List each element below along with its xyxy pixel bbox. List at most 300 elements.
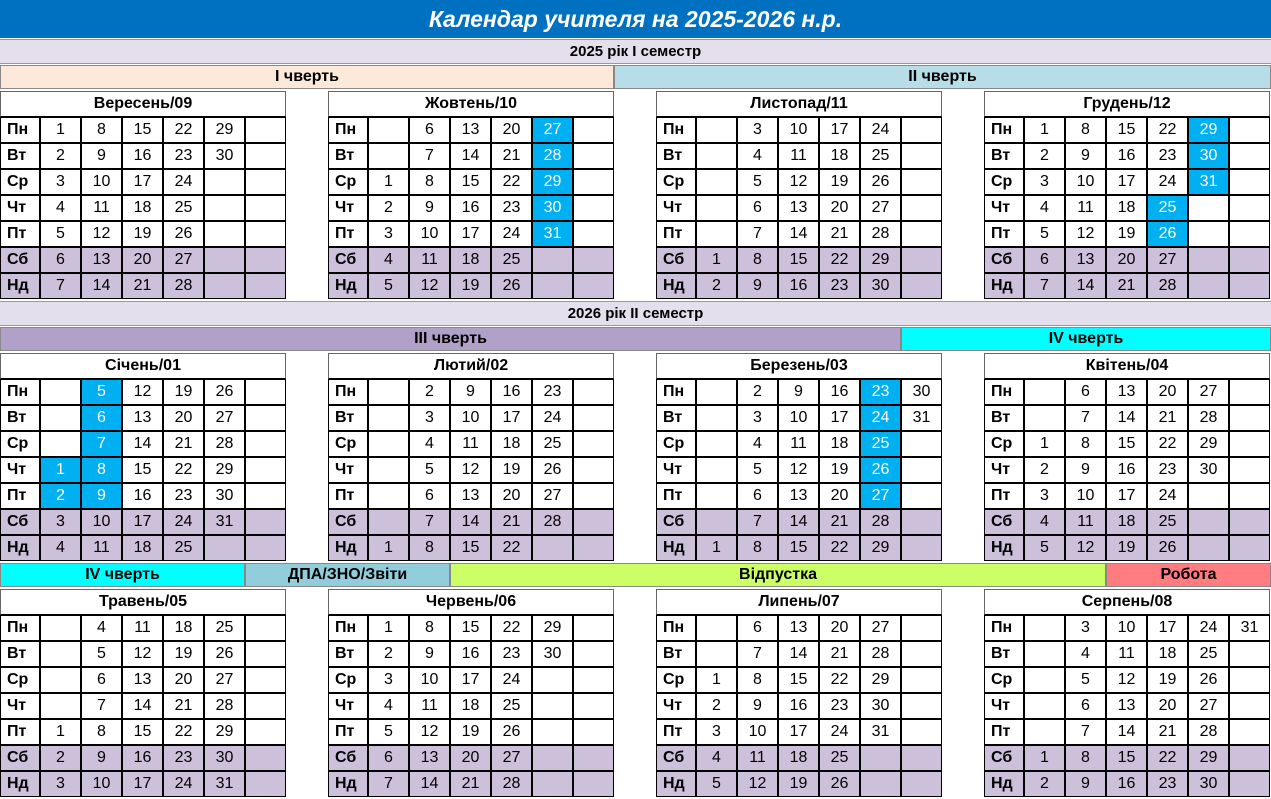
weekday-label: Чт [656,457,696,483]
weekday-label: Нд [328,273,368,299]
day-cell: 6 [737,483,778,509]
day-cell: 19 [1106,221,1147,247]
day-cell: 13 [1106,693,1147,719]
month-title: Травень/05 [0,589,286,615]
weekday-label: Сб [984,745,1024,771]
day-cell [1229,169,1270,195]
day-cell [696,641,737,667]
day-cell: 29 [860,247,901,273]
day-cell: 26 [1147,535,1188,561]
day-cell: 9 [409,641,450,667]
weekday-label: Вт [0,143,40,169]
day-cell: 17 [450,667,491,693]
day-cell [368,431,409,457]
day-cell: 12 [778,169,819,195]
day-cell: 7 [737,641,778,667]
day-cell [901,745,942,771]
day-cell [204,273,245,299]
day-cell: 9 [81,143,122,169]
day-cell: 16 [450,195,491,221]
day-cell: 18 [819,143,860,169]
day-cell [901,195,942,221]
day-cell: 15 [1106,117,1147,143]
day-cell [573,641,614,667]
day-cell: 3 [1024,169,1065,195]
weekday-label: Пн [0,117,40,143]
day-cell [1229,667,1270,693]
day-cell: 30 [1188,771,1229,797]
day-cell: 20 [1147,379,1188,405]
day-cell: 18 [1106,195,1147,221]
day-cell: 18 [450,693,491,719]
day-cell: 13 [778,483,819,509]
day-cell: 5 [40,221,81,247]
day-cell [696,615,737,641]
day-cell: 13 [81,247,122,273]
day-cell [1024,693,1065,719]
day-cell: 29 [204,457,245,483]
dpa-band: ДПА/ЗНО/Звіти [245,563,450,587]
weekday-label: Пн [0,379,40,405]
day-cell: 24 [163,169,204,195]
semester-1-header: 2025 рік І семестр [0,39,1271,64]
weekday-label: Чт [0,457,40,483]
day-cell: 17 [819,405,860,431]
day-cell: 28 [1188,405,1229,431]
weekday-label: Вт [328,143,368,169]
day-cell [204,247,245,273]
day-cell: 12 [1106,667,1147,693]
day-cell [1024,667,1065,693]
day-cell [245,405,286,431]
day-cell [573,221,614,247]
day-cell: 4 [368,693,409,719]
day-cell: 13 [1106,379,1147,405]
day-cell: 21 [1147,405,1188,431]
day-cell: 19 [819,169,860,195]
day-cell: 10 [1106,615,1147,641]
day-cell: 5 [368,719,409,745]
day-cell: 26 [819,771,860,797]
weekday-label: Ср [984,667,1024,693]
quarter-1-band: І чверть [0,65,614,89]
day-cell: 13 [778,615,819,641]
day-cell: 11 [778,143,819,169]
day-cell [245,641,286,667]
day-cell: 16 [1106,143,1147,169]
day-cell: 30 [901,379,942,405]
day-cell: 6 [737,615,778,641]
day-cell: 29 [860,667,901,693]
day-cell: 15 [450,169,491,195]
weekday-label: Пн [984,379,1024,405]
day-cell: 13 [450,483,491,509]
day-cell [204,169,245,195]
day-cell: 15 [1106,431,1147,457]
day-cell: 9 [737,693,778,719]
weekday-label: Чт [328,457,368,483]
day-cell: 17 [1147,615,1188,641]
weekday-label: Ср [328,169,368,195]
day-cell: 11 [450,431,491,457]
day-cell: 8 [1065,431,1106,457]
day-cell: 6 [737,195,778,221]
day-cell: 20 [122,247,163,273]
day-cell: 18 [1147,641,1188,667]
day-cell: 4 [1024,509,1065,535]
day-cell [245,693,286,719]
weekday-label: Ср [656,169,696,195]
day-cell: 22 [819,247,860,273]
day-cell: 18 [450,247,491,273]
day-cell: 13 [450,117,491,143]
day-cell [245,221,286,247]
day-cell: 27 [204,667,245,693]
day-cell: 10 [737,719,778,745]
day-cell [1229,693,1270,719]
day-cell: 18 [122,195,163,221]
day-cell: 19 [778,771,819,797]
day-cell [573,719,614,745]
day-cell: 15 [778,247,819,273]
day-cell: 20 [819,483,860,509]
day-cell: 11 [122,615,163,641]
day-cell: 24 [163,509,204,535]
day-cell: 19 [1106,535,1147,561]
weekday-label: Вт [328,641,368,667]
weekday-label: Вт [984,143,1024,169]
day-cell: 2 [1024,771,1065,797]
day-cell: 18 [819,431,860,457]
day-cell: 27 [532,483,573,509]
day-cell: 28 [532,509,573,535]
day-cell: 18 [491,431,532,457]
day-cell: 17 [1106,483,1147,509]
day-cell: 31 [204,509,245,535]
day-cell: 5 [696,771,737,797]
day-cell [1188,509,1229,535]
day-cell: 5 [1024,221,1065,247]
day-cell: 4 [40,195,81,221]
weekday-label: Вт [656,143,696,169]
day-cell: 5 [1065,667,1106,693]
day-cell [1229,457,1270,483]
day-cell: 8 [409,615,450,641]
day-cell [532,535,573,561]
day-cell: 3 [40,169,81,195]
day-cell [368,509,409,535]
day-cell [1229,143,1270,169]
month-title: Серпень/08 [984,589,1270,615]
day-cell: 3 [40,509,81,535]
day-cell: 1 [368,615,409,641]
day-cell [573,615,614,641]
weekday-label: Сб [656,509,696,535]
weekday-label: Сб [328,247,368,273]
day-cell: 30 [204,745,245,771]
weekday-label: Ср [0,667,40,693]
day-cell: 23 [163,143,204,169]
day-cell: 11 [409,247,450,273]
day-cell: 8 [81,117,122,143]
holiday-day-cell: 24 [860,405,901,431]
day-cell: 26 [163,221,204,247]
day-cell: 28 [204,431,245,457]
day-cell [532,745,573,771]
day-cell: 14 [778,221,819,247]
day-cell: 31 [1229,615,1270,641]
day-cell: 10 [778,117,819,143]
day-cell: 20 [163,405,204,431]
day-cell [40,641,81,667]
day-cell: 7 [1065,405,1106,431]
day-cell: 31 [204,771,245,797]
day-cell: 1 [696,247,737,273]
weekday-label: Нд [656,535,696,561]
day-cell [245,143,286,169]
day-cell: 14 [1106,405,1147,431]
day-cell [573,195,614,221]
day-cell: 30 [860,273,901,299]
day-cell: 30 [204,143,245,169]
holiday-day-cell: 27 [860,483,901,509]
day-cell: 22 [163,117,204,143]
day-cell: 26 [860,169,901,195]
day-cell: 4 [368,247,409,273]
weekday-label: Чт [328,195,368,221]
day-cell [245,195,286,221]
weekday-label: Сб [984,509,1024,535]
weekday-label: Пт [656,719,696,745]
day-cell: 28 [860,221,901,247]
day-cell [901,431,942,457]
quarter-4-band-summer: ІV чверть [0,563,245,587]
day-cell: 27 [163,247,204,273]
day-cell: 10 [1065,483,1106,509]
day-cell: 6 [1024,247,1065,273]
day-cell: 3 [1024,483,1065,509]
day-cell [573,771,614,797]
day-cell [573,431,614,457]
day-cell: 14 [409,771,450,797]
day-cell: 15 [778,667,819,693]
day-cell [860,745,901,771]
day-cell: 3 [368,667,409,693]
day-cell: 12 [409,273,450,299]
day-cell: 15 [450,535,491,561]
day-cell: 2 [696,693,737,719]
day-cell: 10 [81,509,122,535]
day-cell: 2 [409,379,450,405]
weekday-label: Чт [0,693,40,719]
weekday-label: Вт [984,405,1024,431]
day-cell: 18 [1106,509,1147,535]
day-cell [532,247,573,273]
day-cell: 7 [81,693,122,719]
day-cell: 6 [81,667,122,693]
day-cell: 26 [1188,667,1229,693]
day-cell: 9 [409,195,450,221]
day-cell [1229,535,1270,561]
weekday-label: Пт [984,483,1024,509]
day-cell: 30 [532,641,573,667]
day-cell: 1 [696,667,737,693]
day-cell: 24 [1147,483,1188,509]
day-cell: 11 [81,535,122,561]
day-cell: 2 [368,641,409,667]
day-cell: 19 [450,273,491,299]
day-cell: 22 [491,169,532,195]
day-cell: 10 [778,405,819,431]
day-cell [204,195,245,221]
day-cell [245,509,286,535]
day-cell: 17 [778,719,819,745]
day-cell [40,693,81,719]
day-cell: 29 [532,615,573,641]
day-cell [1229,641,1270,667]
day-cell: 14 [122,431,163,457]
day-cell: 1 [368,169,409,195]
day-cell: 30 [1188,457,1229,483]
day-cell: 21 [450,771,491,797]
weekday-label: Сб [328,509,368,535]
day-cell: 22 [819,667,860,693]
day-cell [696,195,737,221]
day-cell: 28 [860,641,901,667]
month-title: Липень/07 [656,589,942,615]
day-cell: 16 [819,379,860,405]
day-cell: 2 [1024,457,1065,483]
day-cell [696,431,737,457]
day-cell [1188,247,1229,273]
day-cell: 20 [819,615,860,641]
quarter-2-band: ІІ чверть [614,65,1271,89]
day-cell: 8 [737,667,778,693]
day-cell: 5 [81,641,122,667]
day-cell: 19 [1147,667,1188,693]
day-cell: 24 [1188,615,1229,641]
day-cell: 8 [81,719,122,745]
day-cell [532,273,573,299]
holiday-day-cell: 7 [81,431,122,457]
weekday-label: Чт [984,457,1024,483]
weekday-label: Вт [984,641,1024,667]
day-cell: 29 [1188,745,1229,771]
day-cell [1188,535,1229,561]
day-cell [1024,405,1065,431]
day-cell: 27 [860,195,901,221]
weekday-label: Чт [984,693,1024,719]
day-cell: 19 [819,457,860,483]
day-cell: 10 [81,771,122,797]
day-cell: 25 [163,535,204,561]
day-cell [532,693,573,719]
weekday-label: Ср [656,431,696,457]
day-cell [1229,405,1270,431]
day-cell: 27 [1188,379,1229,405]
day-cell: 5 [737,457,778,483]
day-cell: 14 [778,641,819,667]
vacation-band: Відпустка [450,563,1106,587]
day-cell [696,221,737,247]
weekday-label: Вт [656,641,696,667]
day-cell [1229,719,1270,745]
day-cell: 17 [450,221,491,247]
day-cell: 9 [778,379,819,405]
day-cell: 7 [1065,719,1106,745]
weekday-label: Сб [328,745,368,771]
day-cell: 6 [409,117,450,143]
day-cell: 24 [819,719,860,745]
day-cell [901,273,942,299]
weekday-label: Нд [328,535,368,561]
holiday-day-cell: 6 [81,405,122,431]
weekday-label: Чт [328,693,368,719]
day-cell: 23 [532,379,573,405]
day-cell: 1 [40,719,81,745]
day-cell: 11 [778,431,819,457]
weekday-label: Сб [0,509,40,535]
day-cell [901,169,942,195]
day-cell: 20 [1106,247,1147,273]
day-cell [40,667,81,693]
day-cell: 15 [450,615,491,641]
day-cell: 10 [1065,169,1106,195]
day-cell: 27 [860,615,901,641]
holiday-day-cell: 26 [1147,221,1188,247]
holiday-day-cell: 28 [532,143,573,169]
weekday-label: Сб [0,745,40,771]
holiday-day-cell: 9 [81,483,122,509]
day-cell: 3 [737,117,778,143]
day-cell: 1 [368,535,409,561]
day-cell [860,771,901,797]
day-cell [532,719,573,745]
day-cell [245,719,286,745]
day-cell: 5 [1024,535,1065,561]
day-cell [1188,273,1229,299]
weekday-label: Пт [656,483,696,509]
day-cell: 28 [1147,273,1188,299]
day-cell: 2 [1024,143,1065,169]
day-cell: 16 [122,745,163,771]
day-cell: 21 [819,221,860,247]
day-cell [1024,379,1065,405]
weekday-label: Ср [984,431,1024,457]
day-cell: 23 [819,273,860,299]
day-cell: 21 [491,143,532,169]
day-cell [204,535,245,561]
day-cell [245,615,286,641]
day-cell: 13 [122,667,163,693]
day-cell: 16 [1106,771,1147,797]
day-cell [573,745,614,771]
day-cell [573,379,614,405]
day-cell: 17 [122,509,163,535]
day-cell: 13 [1065,247,1106,273]
day-cell [532,667,573,693]
day-cell: 19 [450,719,491,745]
day-cell: 27 [491,745,532,771]
month-title: Жовтень/10 [328,91,614,117]
day-cell [368,483,409,509]
day-cell: 14 [450,143,491,169]
day-cell: 25 [819,745,860,771]
weekday-label: Пн [984,117,1024,143]
weekday-label: Пт [328,221,368,247]
day-cell: 22 [163,457,204,483]
holiday-day-cell: 31 [532,221,573,247]
